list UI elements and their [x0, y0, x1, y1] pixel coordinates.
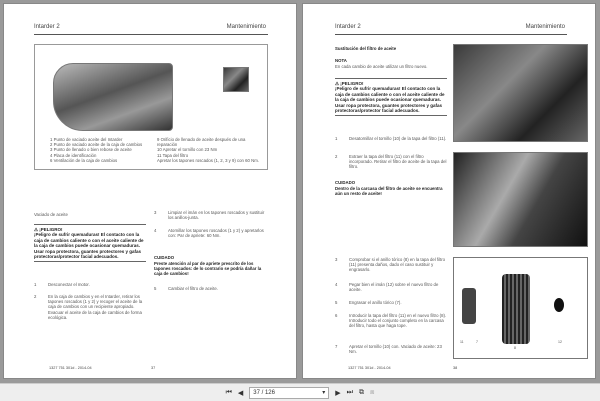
page-field-value: 37 / 126 — [253, 389, 275, 396]
step-number: 4 — [154, 228, 157, 233]
caution-title: CUIDADO — [154, 255, 175, 260]
step-number: 3 — [335, 257, 338, 262]
page-number: 38 — [453, 366, 458, 370]
callout: 12 — [558, 340, 562, 344]
step — [335, 154, 447, 170]
filter-cartridge — [502, 274, 530, 344]
header-left: Intarder 2 — [335, 24, 361, 30]
step-number: 3 — [154, 210, 157, 215]
danger-text: ¡Peligro de sufrir quemaduras! El contacto con la caja de cambios caliente o con el aceite caliente de la caja de cambios puede ocasionar quemaduras. Usar ropa protectora, guantes protectores y gafas protectoras/protector facial adecuados. — [335, 86, 445, 114]
header-right: Mantenimiento — [226, 24, 266, 30]
legend-item: 10 Apretar el tornillo con 23 Nm — [157, 147, 218, 153]
danger-title: ¡PELIGRO! — [340, 81, 364, 86]
step — [335, 300, 447, 305]
step-text: Cambiar el filtro de aceite. — [168, 286, 218, 291]
header-right: Mantenimiento — [525, 24, 565, 30]
legend-left — [50, 137, 155, 163]
legend-item: 11 Tapa del filtro — [157, 152, 189, 158]
step-text: En la caja de cambios y en el Intarder, retirar los tapones roscados (1 y 2) y recoger el aceite de la caja de cambios con un recipiente apropiado. Evacuar el aceite de la caja de cambios de forma ecológica. — [48, 294, 143, 320]
callout: 7 — [476, 340, 478, 344]
step-number: 5 — [154, 286, 157, 291]
transmission-image — [53, 63, 173, 131]
step — [34, 294, 146, 320]
document-page-left — [3, 3, 297, 379]
caution-text: Preste atención al par de apriete prescrito de los tapones roscados: de lo contrario se podría dañar la caja de cambios! — [154, 261, 262, 277]
danger-box — [335, 78, 447, 116]
step — [335, 313, 447, 329]
section-title: Sustitución del filtro de aceite — [335, 46, 397, 51]
step-text: Introducir la tapa del filtro (11) en el nuevo filtro (8). Introducir todo el conjunto completo en la carcasa del filtro, hasta que haga tope. — [349, 313, 447, 329]
step-text: Atornillar los tapones roscados (1 y 2) y apretarlos con: Par de apriete: 60 Nm. — [168, 228, 264, 239]
step-text: Limpiar el imán en los tapones roscados y sustituir los anillos-junta. — [168, 210, 265, 221]
step-number: 1 — [335, 136, 338, 141]
step-text: Engrasar el anillo tórico (7). — [349, 300, 402, 305]
legend-item: 9 Orificio de llenado de aceite después de una reparación — [157, 137, 246, 148]
step-number: 5 — [335, 300, 338, 305]
header-left: Intarder 2 — [34, 24, 60, 30]
dropdown-arrow-icon[interactable]: ▾ — [322, 390, 326, 396]
header-rule — [335, 34, 567, 35]
danger-title: ¡PELIGRO! — [39, 227, 63, 232]
legend-item: 2 Punto de vaciado aceite de la caja de cambios — [50, 142, 143, 148]
filter-removal-photo — [453, 152, 588, 247]
step-text: Pegar bien el imán (12) sobre el nuevo filtro de aceite. — [349, 282, 439, 293]
step — [154, 286, 269, 291]
step-text: Extraer la tapa del filtro (11) con el filtro incorporado. Retirar el filtro de aceite de la tapa del filtro. — [349, 154, 447, 170]
callout: 11 — [460, 340, 464, 344]
previous-page-icon[interactable]: ◀ — [237, 389, 244, 397]
step-text: Desatornillar el tornillo (10) de la tapa del filtro (11). — [349, 136, 447, 141]
filter-cover-photo — [453, 44, 588, 142]
section-title: Vaciado de aceite — [34, 212, 68, 217]
step — [335, 344, 447, 354]
last-page-icon[interactable]: ⏭ — [346, 388, 353, 396]
header-rule — [34, 34, 268, 35]
danger-box — [34, 224, 146, 262]
step-text: Desconectar el motor. — [48, 282, 90, 287]
step-number: 2 — [34, 294, 37, 299]
single-page-view-icon[interactable]: ⧈ — [369, 388, 375, 396]
step-number: 4 — [335, 282, 338, 287]
step-number: 7 — [335, 344, 338, 349]
filter-parts-drawing — [453, 257, 588, 359]
step — [154, 210, 269, 220]
page-number: 37 — [151, 366, 156, 370]
legend-item: 3 Punto de llenado o bien rebose de aceite — [50, 147, 132, 153]
step — [34, 282, 146, 287]
callout: 8 — [514, 346, 516, 350]
footer-code: 1327 751 301d - 2014-04 — [348, 366, 391, 370]
step — [335, 282, 447, 292]
warning-triangle-icon: ⚠ — [335, 81, 341, 86]
footer-code: 1327 751 301d - 2014-04 — [49, 366, 92, 370]
page-number-field[interactable] — [249, 387, 329, 399]
legend-item: Apretar los tapones roscados (1, 2, 3 y 9) con 60 Nm. — [157, 157, 259, 163]
two-page-view-icon[interactable]: ⧉ — [358, 388, 364, 396]
viewer-toolbar — [0, 383, 600, 401]
note-title: NOTA — [335, 58, 347, 63]
step-number: 2 — [335, 154, 338, 159]
legend-right — [157, 137, 265, 163]
note-text: En cada cambio de aceite utilizar un filtro nuevo. — [335, 64, 428, 69]
caution-text: Dentro de la carcasa del filtro de aceite se encuentra aún un resto de aceite! — [335, 186, 443, 197]
filter-cover — [462, 288, 476, 324]
step-text: Apretar el tornillo (10) con. Vaciado de aceite: 23 Nm. — [349, 344, 442, 355]
step — [154, 228, 269, 238]
magnet — [554, 298, 564, 312]
legend-item: 1 Punto de vaciado aceite del Intarder — [50, 137, 123, 142]
step-number: 6 — [335, 313, 338, 318]
detail-image — [223, 67, 249, 92]
legend-item: 4 Placa de identificación — [50, 152, 97, 158]
legend-item: 6 Ventilación de la caja de cambios — [50, 157, 118, 163]
step — [335, 136, 447, 141]
danger-text: ¡Peligro de sufrir quemaduras! El contacto con la caja de cambios caliente o con el aceite caliente de la caja de cambios puede ocasionar quemaduras. Usar ropa protectora, guantes protectores y gafas protectoras/protector facial adecuados. — [34, 232, 144, 260]
next-page-icon[interactable]: ▶ — [335, 389, 341, 397]
caution-title: CUIDADO — [335, 180, 356, 185]
warning-triangle-icon: ⚠ — [34, 227, 40, 232]
first-page-icon[interactable]: ⏮ — [225, 388, 232, 396]
step-text: Comprobar si el anillo tórico (8) en la tapa del filtro (11) presenta daños, dado el caso sustituir y engrasarlo. — [349, 257, 446, 273]
step-number: 1 — [34, 282, 37, 287]
step — [335, 257, 447, 273]
document-page-right — [302, 3, 596, 379]
figure-box — [34, 44, 268, 170]
